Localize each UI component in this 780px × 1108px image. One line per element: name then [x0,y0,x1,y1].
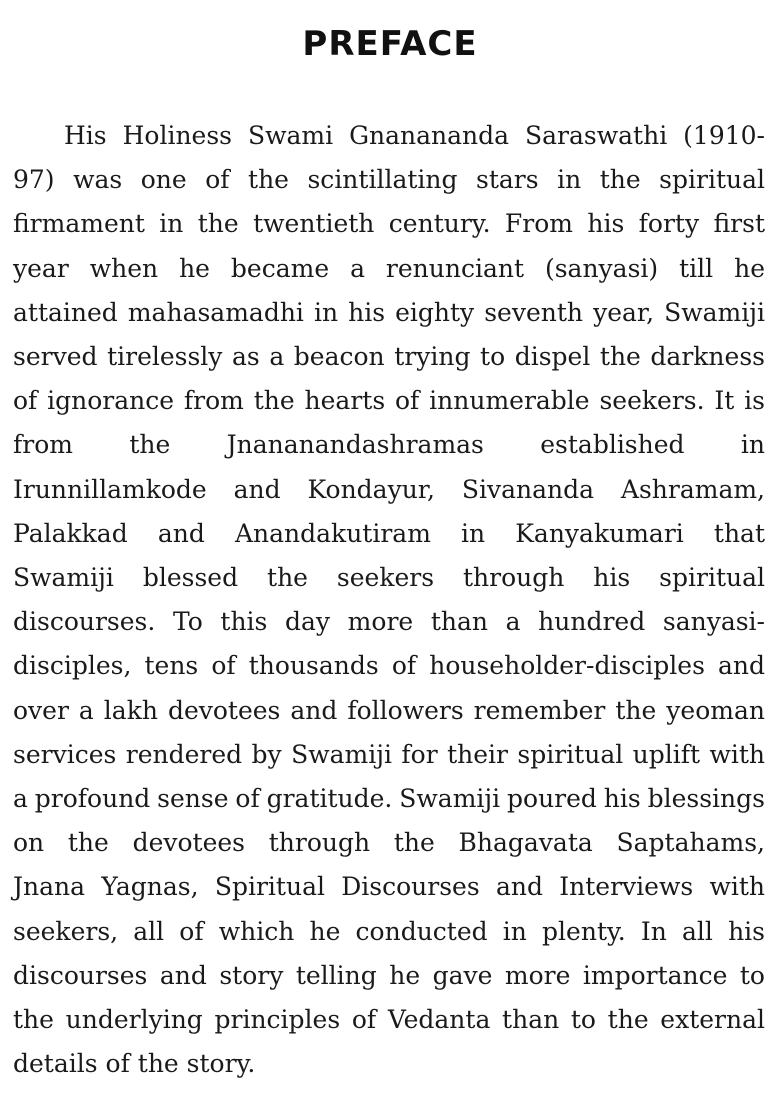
text-line: Irunnillamkode and Kondayur, Sivananda Ashramam, [13,474,765,504]
text-line: on the devotees through the Bhagavata Saptahams, [13,828,765,858]
text-line: Jnana Yagnas, Spiritual Discourses and Interviews with [13,872,765,902]
text-line: from the Jnananandashramas established in [13,430,765,460]
text-line: over a lakh devotees and followers remember the yeoman [13,695,765,725]
text-line: 97) was one of the scintillating stars in the spiritual [13,165,765,195]
text-line: discourses. To this day more than a hundred sanyasi- [13,607,765,637]
text-line: disciples, tens of thousands of householder-disciples and [13,651,765,681]
text-line: Swamiji blessed the seekers through his spiritual [13,563,765,593]
text-line: year when he became a renunciant (sanyasi) till he [13,253,765,283]
text-line: discourses and story telling he gave more importance to [13,960,765,990]
text-line: details of the story. [13,1049,256,1079]
page-title: PREFACE [302,24,478,64]
text-line: attained mahasamadhi in his eighty seventh year, Swamiji [13,297,765,327]
text-line: Palakkad and Anandakutiram in Kanyakumari that [13,518,765,548]
text-line: services rendered by Swamiji for their spiritual uplift with [13,739,765,769]
text-line: firmament in the twentieth century. From his forty first [13,209,765,239]
text-line: served tirelessly as a beacon trying to dispel the darkness [13,342,765,372]
text-line: the underlying principles of Vedanta than to the external [13,1005,765,1035]
text-line: of ignorance from the hearts of innumerable seekers. It is [13,386,765,416]
text-line: seekers, all of which he conducted in plenty. In all his [13,916,765,946]
text-line: a profound sense of gratitude. Swamiji poured his blessings [13,784,765,814]
preface-paragraph [13,114,765,1086]
text-line: His Holiness Swami Gnanananda Saraswathi (1910- [64,121,765,150]
